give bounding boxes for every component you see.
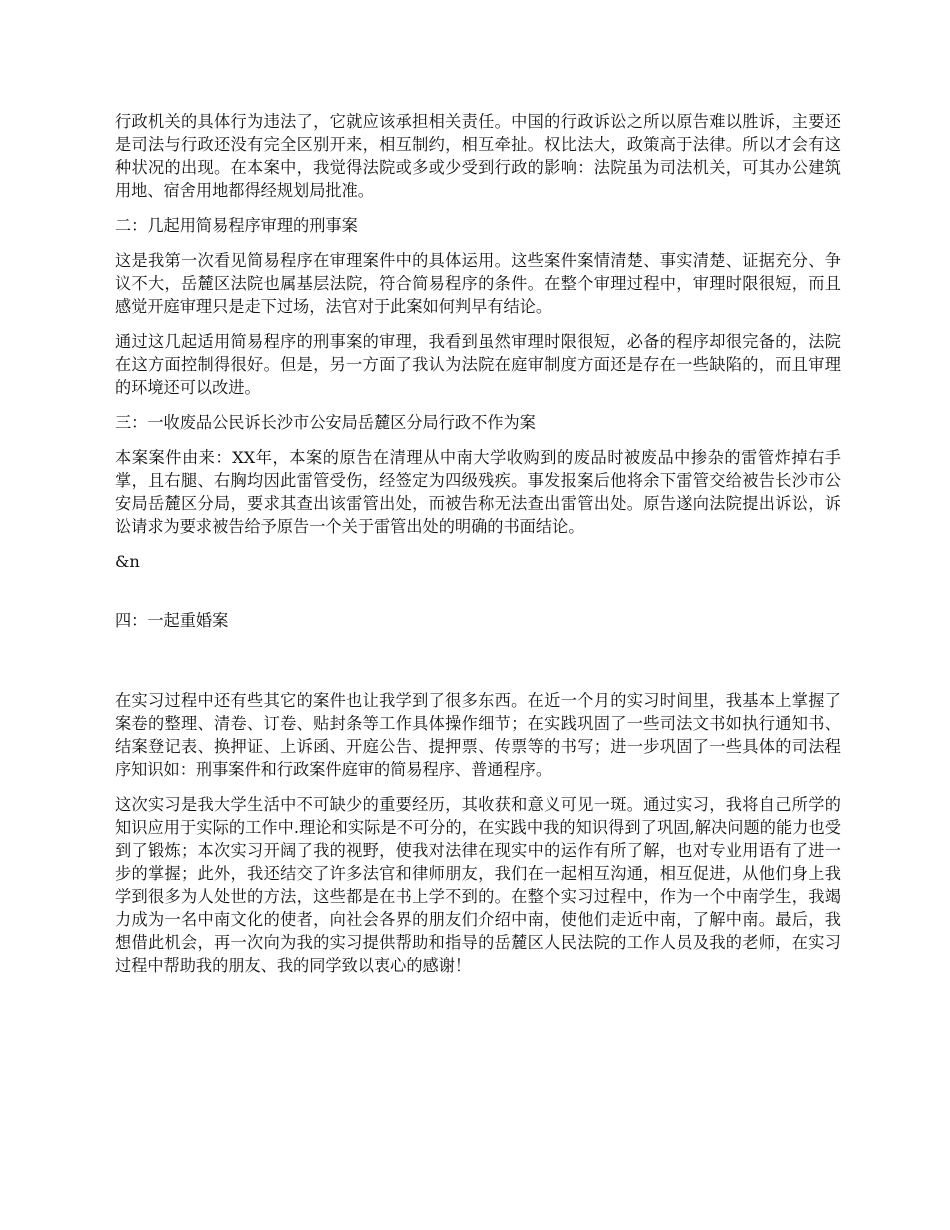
stray-marker-text: &n [115,552,140,571]
paragraph-internship-learning: 在实习过程中还有些其它的案件也让我学到了很多东西。在近一个月的实习时间里，我基本上掌握了案卷的整理、清卷、订卷、贴封条等工作具体操作细节；在实践巩固了一些司法文书如执行通知书、结案登记表、换押证、上诉函、开庭公告、提押票、传票等的书写；进一步巩固了一些具体的司法程序知识如：刑事案件和行政案件庭审的简易程序、普通程序。 [115,691,841,779]
section-heading-2: 二：几起用简易程序审理的刑事案 [115,216,358,235]
section-heading-4: 四：一起重婚案 [115,611,229,630]
paragraph-internship-conclusion: 这次实习是我大学生活中不可缺少的重要经历，其收获和意义可见一斑。通过实习，我将自己所学的知识应用于实际的工作中.理论和实际是不可分的，在实践中我的知识得到了巩固,解决问题的能力也受到了锻炼；本次实习开阔了我的视野，使我对法律在现实中的运作有所了解，也对专业用语有了进一步的掌握；此外，我还结交了许多法官和律师朋友，我们在一起相互沟通，相互促进，从他们身上我学到很多为人处世的方法，这些都是在书上学不到的。在整个实习过程中，作为一个中南学生，我竭力成为一名中南文化的使者，向社会各界的朋友们介绍中南，使他们走近中南，了解中南。最后，我想借此机会，再一次向为我的实习提供帮助和指导的岳麓区人民法院的工作人员及我的老师，在实习过程中帮助我的朋友、我的同学致以衷心的感谢！ [115,795,841,975]
paragraph-summary-procedure: 这是我第一次看见简易程序在审理案件中的具体运用。这些案件案情清楚、事实清楚、证据充分、争议不大，岳麓区法院也属基层法院，符合简易程序的条件。在整个审理过程中，审理时限很短，而且感觉开庭审理只是走下过场，法官对于此案如何判早有结论。 [115,251,841,316]
blank-space [115,644,841,689]
section-heading-3: 三：一收废品公民诉长沙市公安局岳麓区分局行政不作为案 [115,413,536,432]
paragraph-summary-procedure-reflection: 通过这几起适用简易程序的刑事案的审理，我看到虽然审理时限很短，必备的程序却很完备的，法院在这方面控制得很好。但是，另一方面了我认为法院在庭审制度方面还是存在一些缺陷的，而且审理的环境还可以改进。 [115,332,841,397]
paragraph-case-origin: 本案案件由来：XX年，本案的原告在清理从中南大学收购到的废品时被废品中掺杂的雷管炸掉右手掌，且右腿、右胸均因此雷管受伤，经签定为四级残疾。事发报案后他将余下雷管交给被告长沙市公安局岳麓区分局，要求其查出该雷管出处，而被告称无法查出雷管出处。原告遂向法院提出诉讼，诉讼请求为要求被告给予原告一个关于雷管出处的明确的书面结论。 [115,448,841,536]
document-page [115,110,841,977]
paragraph-admin-liability: 行政机关的具体行为违法了，它就应该承担相关责任。中国的行政诉讼之所以原告难以胜诉，主要还是司法与行政还没有完全区别开来，相互制约，相互牵扯。权比法大，政策高于法律。所以才会有这种状况的出现。在本案中，我觉得法院或多或少受到行政的影响：法院虽为司法机关，可其办公建筑用地、宿舍用地都得经规划局批准。 [115,112,841,200]
blank-space [115,573,841,609]
